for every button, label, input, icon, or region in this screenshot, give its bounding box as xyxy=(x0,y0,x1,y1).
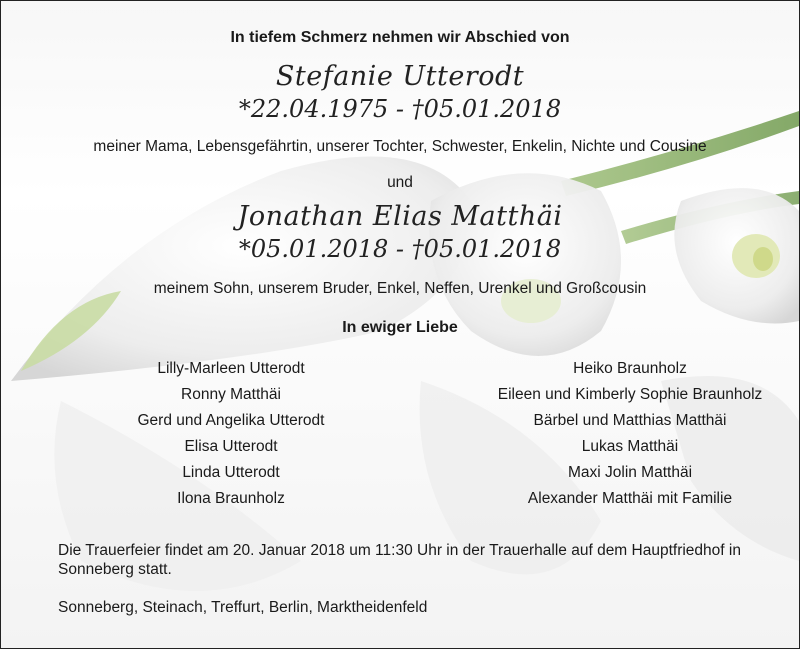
mourner: Bärbel und Matthias Matthäi xyxy=(533,412,727,429)
mourner: Lukas Matthäi xyxy=(581,438,679,455)
header-text: In tiefem Schmerz nehmen wir Abschied von xyxy=(230,29,570,46)
mourners-list xyxy=(1,356,799,512)
person2-relation: meinem Sohn, unserem Bruder, Enkel, Neffen, Urenkel und Großcousin xyxy=(153,280,647,297)
mourner: Eileen und Kimberly Sophie Braunholz xyxy=(497,386,763,403)
person1-dates: *22.04.1975 - †05.01.2018 xyxy=(238,95,562,123)
person1-relation: meiner Mama, Lebensgefährtin, unserer Tochter, Schwester, Enkelin, Nichte und Cousine xyxy=(93,138,707,155)
mourner: Ronny Matthäi xyxy=(181,386,281,403)
mourner: Elisa Utterodt xyxy=(184,438,278,455)
person2-name: Jonathan Elias Matthäi xyxy=(237,201,563,232)
mourners-left-column xyxy=(1,356,461,512)
mourner: Alexander Matthäi mit Familie xyxy=(527,490,733,507)
mourner: Lilly-Marleen Utterodt xyxy=(157,360,305,377)
motto-text: In ewiger Liebe xyxy=(342,319,458,336)
mourner: Gerd und Angelika Utterodt xyxy=(137,412,325,429)
person1-name: Stefanie Utterodt xyxy=(275,61,525,92)
connector-text: und xyxy=(387,174,413,191)
mourners-right-column xyxy=(461,356,799,512)
mourner: Maxi Jolin Matthäi xyxy=(567,464,693,481)
mourner: Ilona Braunholz xyxy=(177,490,285,507)
ceremony-text: Die Trauerfeier findet am 20. Januar 2018 um 11:30 Uhr in der Trauerhalle auf dem Hauptfriedhof in Sonneberg statt. xyxy=(58,542,741,578)
mourner: Heiko Braunholz xyxy=(573,360,687,377)
person2-dates: *05.01.2018 - †05.01.2018 xyxy=(238,235,562,263)
places-text: Sonneberg, Steinach, Treffurt, Berlin, Marktheidenfeld xyxy=(58,599,428,616)
mourner: Linda Utterodt xyxy=(182,464,280,481)
